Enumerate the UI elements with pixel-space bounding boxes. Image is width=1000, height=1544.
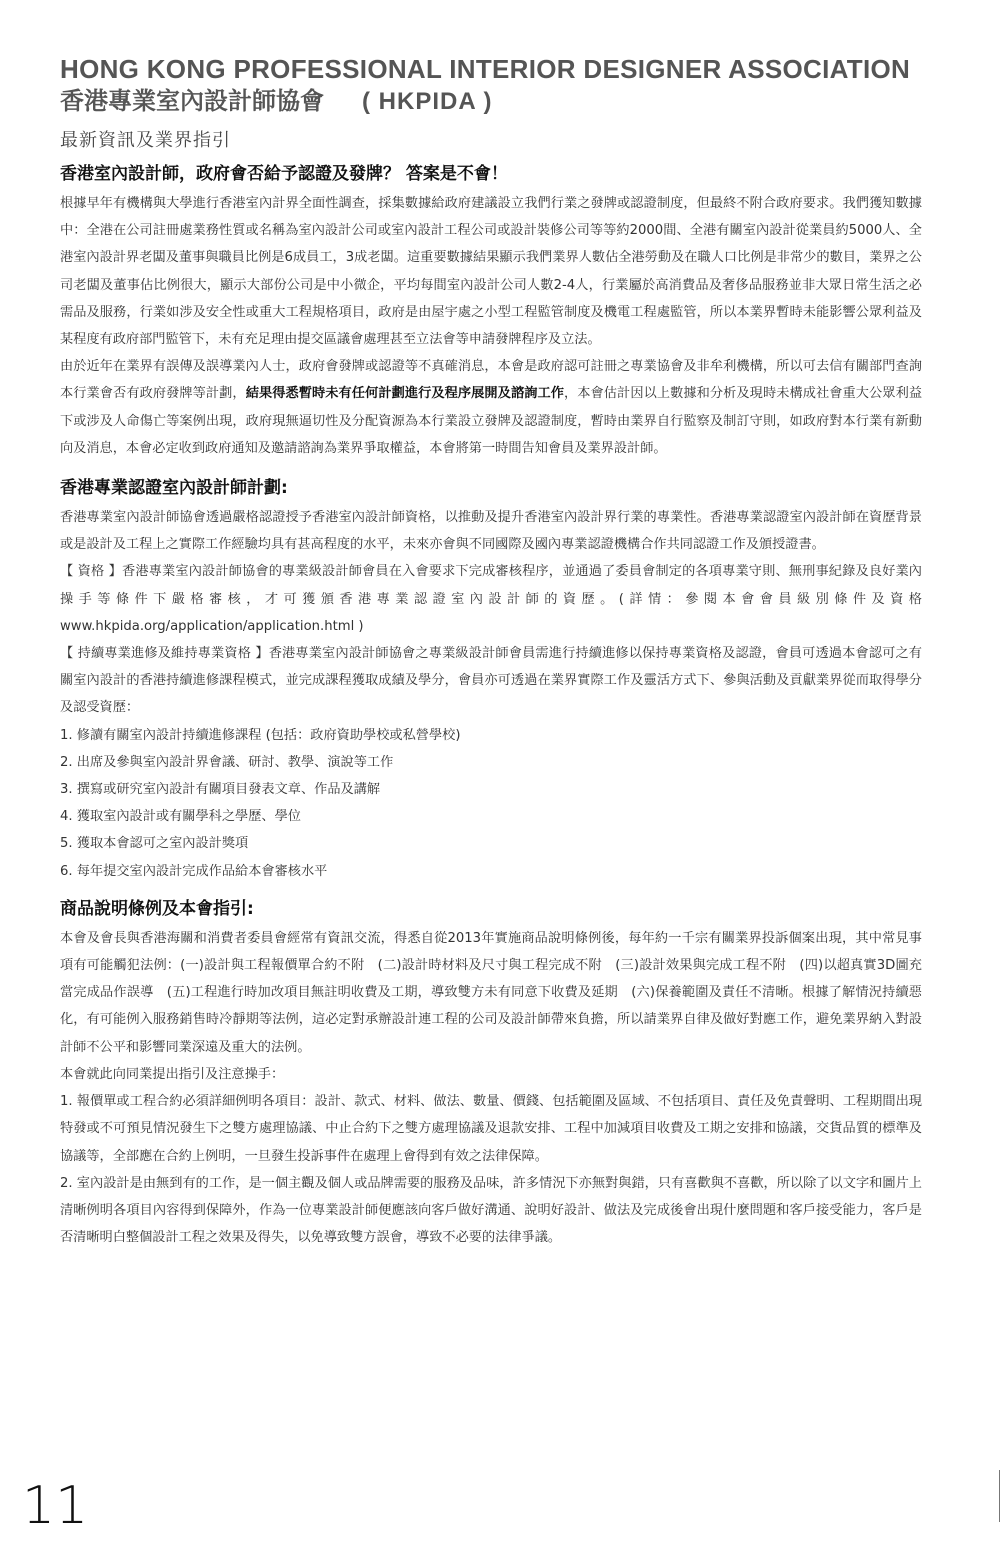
paragraph-text: 由於近年在業界有誤傳及誤導業內人士，政府會發牌或認證等不真確消息，本會是政府認可註冊之專業協會及非牟利機構，所以可去信有關部門查詢本行業會否有政府發牌等計劃，	[60, 359, 922, 402]
list-item: 4. 獲取室內設計或有關學科之學歷、學位	[60, 809, 301, 825]
paragraph-guideline-2: 2. 室內設計是由無到有的工作，是一個主觀及個人或品牌需要的服務及品味，許多情況下亦無對與錯，只有喜歡與不喜歡，所以除了以文字和圖片上清晰例明各項目內容得到保障外，作為一位專業設計師便應該向客戶做好溝通、說明好設計、做法及完成後會出現什麼問題和客戶接受能力，客戶是否清晰明白整個設計工程之效果及得失，以免導致雙方誤會，導致不必要的法律爭議。	[60, 1175, 922, 1246]
paragraph-guideline-1: 1. 報價單或工程合約必須詳細例明各項目：設計、款式、材料、做法、數量、價錢、包括範圍及區域、不包括項目、責任及免責聲明、工程期間出現特發或不可預見情況發生下之雙方處理協議、中止合約下之雙方處理協議及退款安排、工程中加減項目收費及工期之安排和協議，交貨品質的標準及協議等，全部應在合約上例明，一旦發生投訴事件在處理上會得到有效之法律保障。	[60, 1094, 922, 1164]
list-item: 1. 修讀有關室內設計持續進修課程 (包括：政府資助學校或私營學校)	[60, 727, 461, 743]
paragraph-text: ，本會估計因以上數據和分析及現時未構成社會重大公眾利益下或涉及人命傷亡等案例出現，政府現無逼切性及分配資源為本行業設立發牌及認證制度，暫時由業界自行監察及制訂守則，如政府對本行業有新動向及消息，本會必定收到政府通知及邀請諮詢為業界爭取權益，本會將第一時間告知會員及業界設計師。	[60, 386, 923, 456]
association-title-en: HONG KONG PROFESSIONAL INTERIOR DESIGNER ASSOCIATION	[60, 54, 911, 84]
association-name-zh: 香港專業室內設計師協會	[60, 87, 324, 115]
list-item: 3. 撰寫或研究室內設計有關項目發表文章、作品及講解	[60, 782, 381, 798]
list-item: 2. 出席及參與室內設計界會議、研討、教學、演說等工作	[60, 754, 394, 770]
list-item: 6. 每年提交室內設計完成作品給本會審核水平	[60, 863, 328, 879]
paragraph-certification-intro: 香港專業室內設計師協會透過嚴格認證授予香港室內設計師資格，以推動及提升香港室內設計界行業的專業性。香港專業認證室內設計師在資歷背景或是設計及工程上之實際工作經驗均具有甚高程度的水平，未來亦會與不同國際及國內專業認證機構合作共同認證工作及頒授證書。	[60, 510, 922, 553]
paragraph-complaints: 本會及會長與香港海關和消費者委員會經常有資訊交流，得悉自從2013年實施商品說明條例後，每年約一千宗有關業界投訴個案出現，其中常見事項有可能觸犯法例：(一)設計與工程報價單合約不附 (二)設計時材料及尺寸與工程完成不附 (三)設計效果與完成工程不附 (四)以超真實3D圖充當完成品作誤導 (五)工程進行時加改項目無註明收費及工期，導致雙方未有同意下收費及延期 (六)保養範圍及責任不清晰。根據了解情況持續惡化，有可能例入服務銷售時冷靜期等法例，這必定對承辦設計連工程的公司及設計師帶來負擔，所以請業界自律及做好對應工作，避免業界納入對設計師不公平和影響同業深遠及重大的法例。	[60, 930, 922, 1055]
page-subtitle: 最新資訊及業界指引	[60, 130, 231, 151]
paragraph-guidelines-intro: 本會就此向同業提出指引及注意操手：	[60, 1066, 285, 1082]
paragraph-survey: 根據早年有機構與大學進行香港室內計界全面性調查，採集數據給政府建議設立我們行業之發牌或認證制度，但最終不附合政府要求。我們獲知數據中：全港在公司註冊處業務性質或名稱為室內設計公司或室內設計工程公司或設計裝修公司等等約2000間、全港有關室內設計從業員約5000人、全港室內設計界老闆及董事與職員比例是6成員工，3成老闆。這重要數據結果顯示我們業界人數佔全港勞動及在職人口比例是非常少的數目，業界之公司老闆及董事佔比例很大，顯示大部份公司是中小微企，平均每間室內設計公司人數2-4人，行業屬於高消費品及奢侈品服務並非大眾日常生活之必需品及服務，行業如涉及安全性或重大工程規格項目，政府是由屋宇處之小型工程監管制度及機電工程處監管，所以本業界暫時未能影響公眾利益及某程度有政府部門監管下，未有充足理由提交區議會處理甚至立法會等申請發牌程序及立法。	[60, 196, 922, 348]
page-number: 11	[22, 1476, 89, 1536]
association-title-zh	[60, 85, 922, 118]
section-heading-licensing: 香港室內設計師，政府會否給予認證及發牌？ 答案是不會！	[60, 164, 508, 184]
paragraph-government-response	[60, 353, 922, 462]
section-heading-certification: 香港專業認證室內設計師計劃:	[60, 478, 288, 499]
list-item: 5. 獲取本會認可之室內設計獎項	[60, 836, 249, 852]
paragraph-cpd: 【 持續專業進修及維持專業資格 】香港專業室內設計師協會之專業級設計師會員需進行持續進修以保持專業資格及認證，會員可透過本會認可之有關室內設計的香港持續進修課程模式，並完成課程獲取成績及學分，會員亦可透過在業界實際工作及靈活方式下、參與活動及貢獻業界從而取得學分及認受資歷：	[60, 646, 922, 716]
association-abbr: ( HKPIDA )	[362, 88, 493, 115]
section-heading-trade-descriptions: 商品說明條例及本會指引:	[60, 898, 254, 919]
paragraph-qualification: 【 資格 】香港專業室內設計師協會的專業級設計師會員在入會要求下完成審核程序，並通過了委員會制定的各項專業守則、無刑事紀錄及良好業內操手等條件下嚴格審核，才可獲頒香港專業認證室內設計師的資歷。(詳情：參閱本會會員級別條件及資格 www.hkpida.org/application/application.html )	[60, 564, 936, 634]
cpd-list	[60, 722, 922, 885]
page-content	[60, 54, 936, 1251]
bold-statement: 結果得悉暫時未有任何計劃進行及程序展開及諮詢工作	[245, 386, 564, 402]
